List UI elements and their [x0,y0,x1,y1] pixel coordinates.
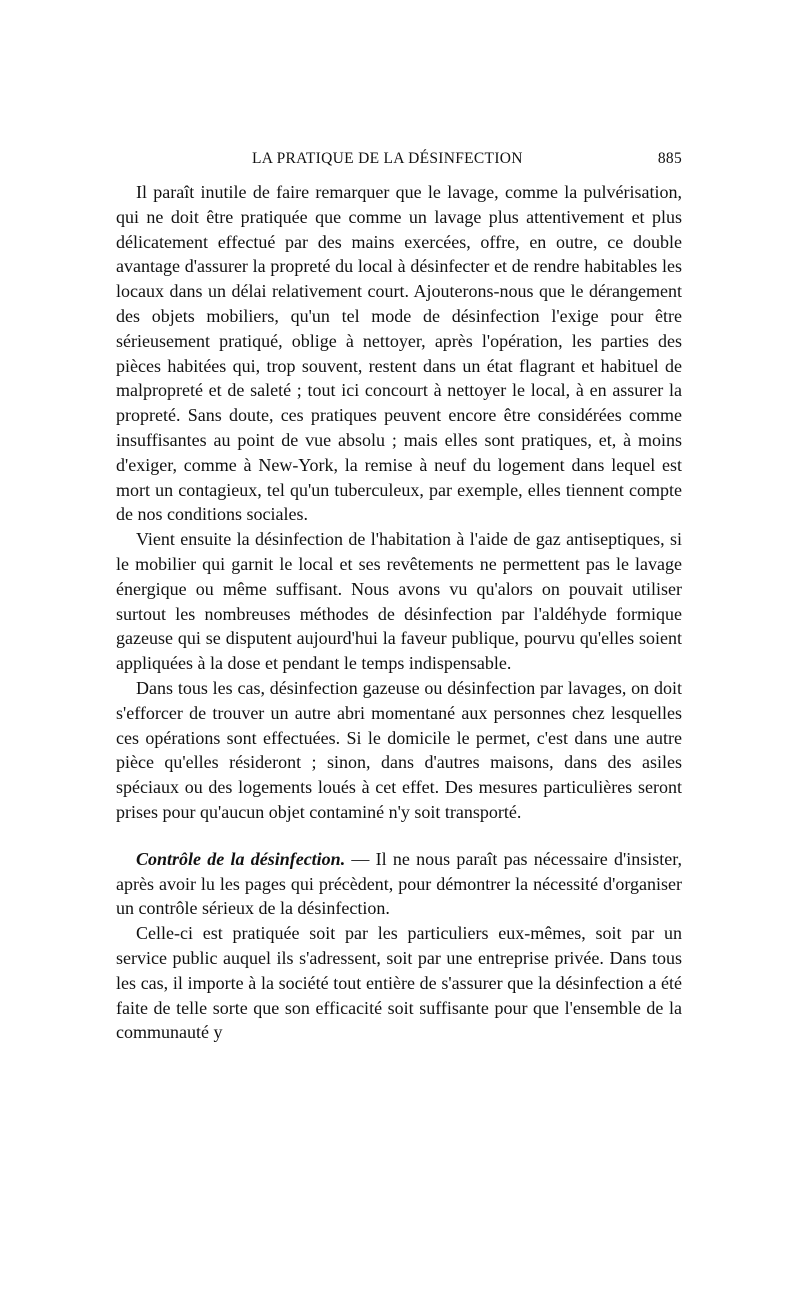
section-title: Contrôle de la désinfection. [136,848,346,869]
paragraph: Celle-ci est pratiquée soit par les particuliers eux-mêmes, soit par un service public auquel ils s'adressent, soit par une entreprise privée. Dans tous les cas, il importe à la société tout entière de s'assurer que la désinfection a été faite de telle sorte que son efficacité soit suffisante pour que l'ensemble de la communauté y [116,923,682,1043]
running-head [116,150,682,174]
paragraph: Dans tous les cas, désinfection gazeuse ou désinfection par lavages, on doit s'efforcer de trouver un autre abri momentané aux personnes chez lesquelles ces opérations sont effectuées. Si le domicile le permet, c'est dans une autre pièce qu'elles résideront ; sinon, dans d'autres maisons, dans des asiles spéciaux ou des logements loués à cet effet. Des mesures particulières seront prises pour qu'aucun objet contaminé n'y soit transporté. [116,677,682,822]
paragraph: Il paraît inutile de faire remarquer que le lavage, comme la pulvérisation, qui ne doit être pratiquée que comme un lavage plus attentivement et plus délicatement effectué par des mains exercées, offre, en outre, ce double avantage d'assurer la propreté du local à désinfecter et de rendre habitables les locaux dans un délai relativement court. Ajouterons-nous que le dérangement des objets mobiliers, qu'un tel mode de désinfection l'exige pour être sérieusement pratiqué, oblige à nettoyer, après l'opération, les parties des pièces habitées qui, trop souvent, restent dans un état flagrant et habituel de malpropreté et de saleté ; tout ici concourt à nettoyer le local, à en assurer la propreté. Sans doute, ces pratiques peuvent encore être considérées comme insuffisantes au point de vue absolu ; mais elles sont pratiques, et, à moins d'exiger, comme à New-York, la remise à neuf du logement dans lequel est mort un contagieux, tel qu'un tuberculeux, par exemple, elles tiennent compte de nos conditions sociales. [116,182,682,525]
running-title: LA PRATIQUE DE LA DÉSINFECTION [252,150,523,167]
page-number: 885 [657,150,682,167]
section-break [116,825,682,847]
body-text [116,180,682,1045]
section-paragraph [116,847,682,921]
section-intro: Il ne nous paraît pas nécessaire d'insister, après avoir lu les pages qui précèdent, pour démontrer la nécessité d'organiser un contrôle sérieux de la désinfection. [116,848,682,919]
paragraph: Vient ensuite la désinfection de l'habitation à l'aide de gaz antiseptiques, si le mobilier qui garnit le local et ses revêtements ne permettent pas le lavage énergique ou même suffisant. Nous avons vu qu'alors on pouvait utiliser surtout les nombreuses méthodes de désinfection par l'aldéhyde formique gazeuse qui se disputent aujourd'hui la faveur publique, pourvu qu'elles soient appliquées à la dose et pendant le temps indispensable. [116,529,682,674]
section-dash: — [345,848,376,869]
